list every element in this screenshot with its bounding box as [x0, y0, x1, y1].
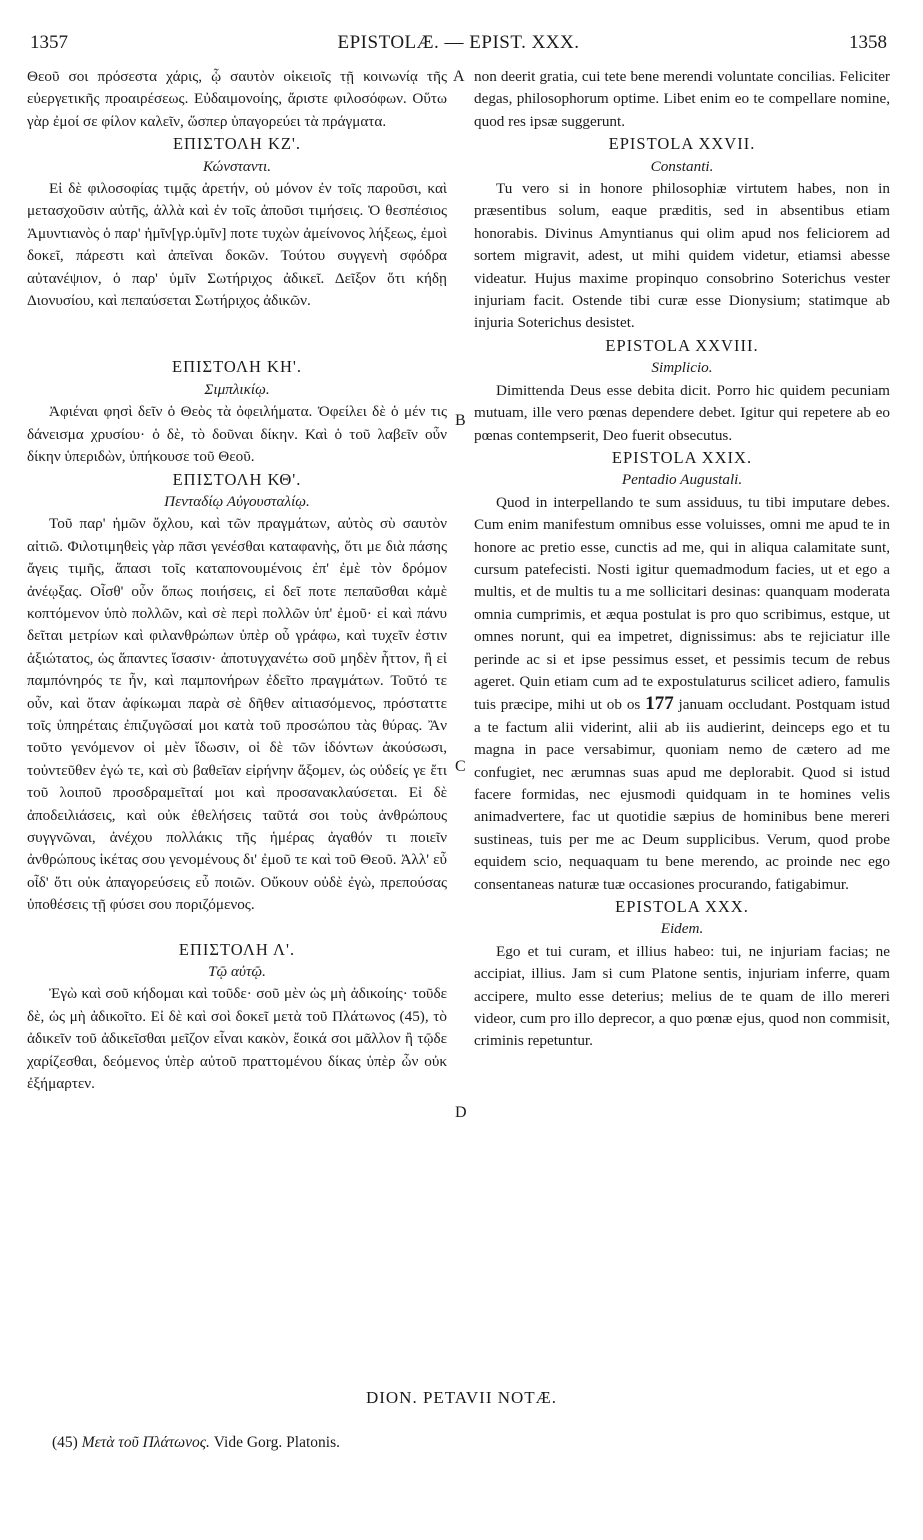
greek-epistle-27-text: Εἰ δὲ φιλοσοφίας τιμᾷς ἀρετήν, οὐ μόνον ἐν τοῖς παροῦσι, καὶ μετασχοῦσιν αὐτῆς, ἀλλὰ καὶ ἐν τοῖς ἀποῦσι τιμήσεις. Ὁ θεσπέσιος Ἀμυντιανὸς ὁ παρ' ἡμῖν[γρ.ὑμῖν] ποτε τυχὼν ἀμείνονος λήξεως, ἐμοὶ δοκεῖ, πάρεστι καὶ ἀπεῖναι δοκῶν. Τούτου συγγενὴ σφόδρα αὐτανέψιον, ὁ παρ' ὑμῖν Σωτήριχος ἀδικεῖ. Δεῖξον ὅτι κήδῃ Διονυσίου, καὶ πεπαύσεται Σωτήριχος ἀδικῶν.: [27, 180, 447, 310]
latin-epistle-29-text-before: Quod in interpellando te sum assiduus, tu tibi imputare debes. Cum enim manifestum omnibus esse voluisses, omni me apud te in honore ac pretio esse, cunctis ad me, qui in aliqua calamitate sunt, cursum patefecisti. Nosti igitur quemadmodum facies, ut et ego a multis, et de multis tu a me sollicitari desinas: quanquam moderata omnia cumprimis, et æqua postulat is pro quo scribimus, estque, ut omnes norunt, qui ea impetret, dignissimus: abs te rejiciatur ille perinde ac si et ipse pessimus esset, et pessimis tecum de rebus ageret. Quin etiam cum ad te expostulaturus scilicet adiero, famulis tuis præcipe, mihi ut ob os: [474, 493, 890, 714]
greek-epistle-29-heading: ΕΠΙΣΤΟΛΗ ΚΘ'.: [172, 469, 302, 489]
latin-epistle-27-text: Tu vero si in honore philosophiæ virtutem habes, non in præsentibus solum, eaque præditis, sed in absentibus etiam honorabis. Divinus Amyntianus qui olim apud nos feliciorem ad sortem migravit, adest, ut mihi quidem videtur, etiamsi abesse videatur. Hujus maxime propinquo consobrino Soterichus vester injuriam facit. Ostende tibi curæ esse Dionysium; statimque ab injuria Soterichus desistet.: [474, 180, 890, 332]
greek-epistle-28-addressee: Σιμπλικίῳ.: [204, 380, 270, 398]
footnote-greek: Μετὰ τοῦ Πλάτωνος.: [81, 1434, 210, 1451]
latin-epistle-30-heading: EPISTOLA XXX.: [615, 897, 749, 917]
margin-letter-c: C: [455, 758, 466, 775]
page-number-left: 1357: [30, 32, 68, 53]
footnote-45: [52, 1434, 340, 1452]
running-head: [30, 32, 887, 56]
margin-letter-a: A: [453, 68, 465, 85]
latin-epistle-30-text: Ego et tui curam, et illius habeo: tui, ne injuriam facias; ne accipiat, illius. Jam si cum Platone sentis, injuriam inferre, quam accipere, multo esse deterius; melius de te quam de illo mereri videor, cum pro illo deprecor, a quo pœnæ ejus, quod non commisit, criminis repetuntur.: [474, 942, 890, 1050]
latin-epistle-28-text: Dimittenda Deus esse debita dicit. Porro hic quidem pecuniam mutuam, ille vero pœnas dependere debet. Igitur qui repetere ab eo pœnas contempserit, Deo fuerit obsecutus.: [474, 381, 890, 444]
footnote-number: (45): [52, 1434, 78, 1451]
latin-epistle-27-addressee: Constanti.: [650, 157, 714, 175]
greek-epistle-28-text: Ἀφιέναι φησὶ δεῖν ὁ Θεὸς τὰ ὀφειλήματα. Ὀφείλει δὲ ὁ μέν τις δάνεισμα χρυσίου· ὁ δὲ, τὸ δοῦναι δίκην. Καὶ ὁ τοῦ λαβεῖν οὖν δίκην ὑπεριδὼν, ὑπήκουσε τοῦ Θεοῦ.: [27, 403, 447, 466]
greek-epistle-28-heading: ΕΠΙΣΤΟΛΗ ΚΗ'.: [172, 357, 302, 377]
running-title: EPISTOLÆ. — EPIST. XXX.: [337, 32, 580, 53]
latin-column: [474, 66, 890, 1053]
page-number-right: 1358: [849, 32, 887, 53]
latin-epistle-28-heading: EPISTOLA XXVIII.: [605, 335, 759, 355]
greek-epistle-30-text: Ἐγὼ καὶ σοῦ κήδομαι καὶ τοῦδε· σοῦ μὲν ὡς μὴ ἀδικοίης· τοῦδε δὲ, ὡς μὴ ἀδικοῖτο. Εἰ δὲ καὶ σοὶ δοκεῖ μετὰ τοῦ Πλάτωνος (45), τὸ ἀδικεῖν τοῦ ἀδικεῖσθαι μεῖζον εἶναι κακὸν, ἔοικά σοι μᾶλλον ἢ τῷδε χαρίζεσθαι, δεόμενος ὑπὲρ αὐτοῦ πραττομένου δίκας ὑπὲρ ὧν οὐκ ἐξήμαρτεν.: [27, 985, 447, 1093]
greek-epistle-30-addressee: Τῷ αὐτῷ.: [208, 963, 266, 981]
latin-epistle-30-addressee: Eidem.: [660, 920, 704, 938]
greek-epistle-30-heading: ΕΠΙΣΤΟΛΗ Λ'.: [178, 939, 296, 959]
latin-intro: non deerit gratia, cui tete bene merendi voluntate concilias. Feliciter degas, philosophorum optime. Libet enim eo te compellare nomine, quod res ipsæ suggerunt.: [474, 68, 890, 130]
greek-column: [27, 66, 447, 1095]
greek-intro: Θεοῦ σοι πρόσεστα χάρις, ᾧ σαυτὸν οἰκειοῖς τῇ κοινωνίᾳ τῆς εὐεργετικῆς προαιρέσεως. Εὐδαιμονοίης, ἄριστε φιλοσόφων. Οὕτω γὰρ ἐμοί σε φίλον καλεῖν, ὥσπερ ὑπαγορεύει τὰ πράγματα.: [27, 68, 447, 130]
margin-letter-d: D: [455, 1104, 467, 1121]
greek-epistle-27-addressee: Κώνσταντι.: [202, 157, 272, 175]
latin-epistle-29-addressee: Pentadio Augustali.: [621, 471, 743, 489]
latin-epistle-28-addressee: Simplicio.: [651, 359, 713, 377]
greek-epistle-27-heading: ΕΠΙΣΤΟΛΗ ΚΖ'.: [172, 134, 302, 154]
notes-title: DION. PETAVII NOTÆ.: [365, 1388, 558, 1407]
latin-epistle-29-heading: EPISTOLA XXIX.: [611, 447, 753, 467]
greek-epistle-29-text: Τοῦ παρ' ἡμῶν ὄχλου, καὶ τῶν πραγμάτων, αὐτὸς σὺ σαυτὸν αἰτιῶ. Φιλοτιμηθεὶς γὰρ πᾶσι γενέσθαι καταφανὴς, ὅτι με διὰ πάσης ἄγεις τιμῆς, ἅπασι τοῖς καταπονουμένοις ἐπ' ἐμὲ τὸν δρόμον ἀνέῳξας. Οἶσθ' οὖν ὅπως ποιήσεις, εἰ δεῖ ποτε πεπαῦσθαι κἀμὲ κοπτόμενον ὑπὸ πολλῶν, καὶ σὲ περὶ πολλῶν ὑπ' ἐμοῦ· εἰ καὶ πάνυ δεῖται μετρίων καὶ φιλανθρώπων ὑπὲρ οὗ γράφω, καὶ τυχεῖν ἐστιν ἀξιώτατος, ὡς ἅπαντες ἴσασιν· ἀποτυγχανέτω σοῦ μηδὲν ἧττον, ἢ εἰ παμπόνηρός τε ἦν, καὶ παμπονήρων ἐδεῖτο πραγμάτων. Τοῦτό τε οὖν, καὶ ὅταν ἀφίκωμαι παρὰ σὲ δῆθεν αἰτιασόμενος, πρόσταττε τοῖς ὑπηρέταις ἐπιζυγῶσαί μοι κατὰ τοῦ προσώπου τὰς θύρας. Ἂν τοῦτο γενόμενον οἱ μὲν ἴδωσιν, οἱ δὲ τῶν ἰδόντων ἀκούσωσι, τοὐντεῦθεν ἐγώ τε, καὶ σὺ βαθεῖαν εἰρήνην ἄξομεν, ὡς οὐδείς γε ἔτι τοῦ λοιποῦ προσδραμεῖταί μοι καὶ προσανακλαύσεται. Εἰ δὲ ἀποδειλιάσεις, καὶ οὐκ ἐθελήσεις ταῦτά σοι τοὺς ἀνθρώπους συγγνῶναι, ἀνέχου πολλάκις τῆς ἡμέρας ἀγαθόν τι ποιεῖν ἀνθρώπους ἱκέτας σου γενομένους δι' ἐμοῦ τε καὶ τοῦ Θεοῦ. Ἀλλ' εὖ οἶδ' ὅτι οὐκ ἀπαγορεύσεις εὖ ποιῶν. Οὔκουν οὐδὲ ἐγὼ, πρεπούσας ὑποθέσεις τῇ φύσει σου ποριζόμενος.: [27, 515, 447, 914]
latin-epistle-29-text-after: januam occludant. Postquam istud a te factum alii viderint, alii ab iis audierint, deinceps ego et tu magna in pace versabimur, quoniam nemo de cætero ad me confugiet, nec ærumnas suas apud me deplorabit. Quod si istud facere formidas, nec ejusmodi quidquam in te homines velis animadvertere, fac ut quotidie sæpius de hominibus bene mereri sustineas, tuis per me ac Deum supplicibus. Verum, quod probe equidem scio, nequaquam tu bene merendo, ac proinde nec ego consentaneas naturæ tuæ occasiones procurando, fatigabimur.: [474, 696, 891, 893]
margin-letter-b: B: [455, 412, 466, 429]
footnote-text: Vide Gorg. Platonis.: [213, 1434, 341, 1451]
margin-page-mark: 177: [645, 693, 674, 715]
greek-epistle-29-addressee: Πενταδίῳ Αὐγουσταλίῳ.: [164, 492, 310, 510]
latin-epistle-29-text: [474, 492, 890, 896]
latin-epistle-27-heading: EPISTOLA XXVII.: [608, 134, 756, 154]
